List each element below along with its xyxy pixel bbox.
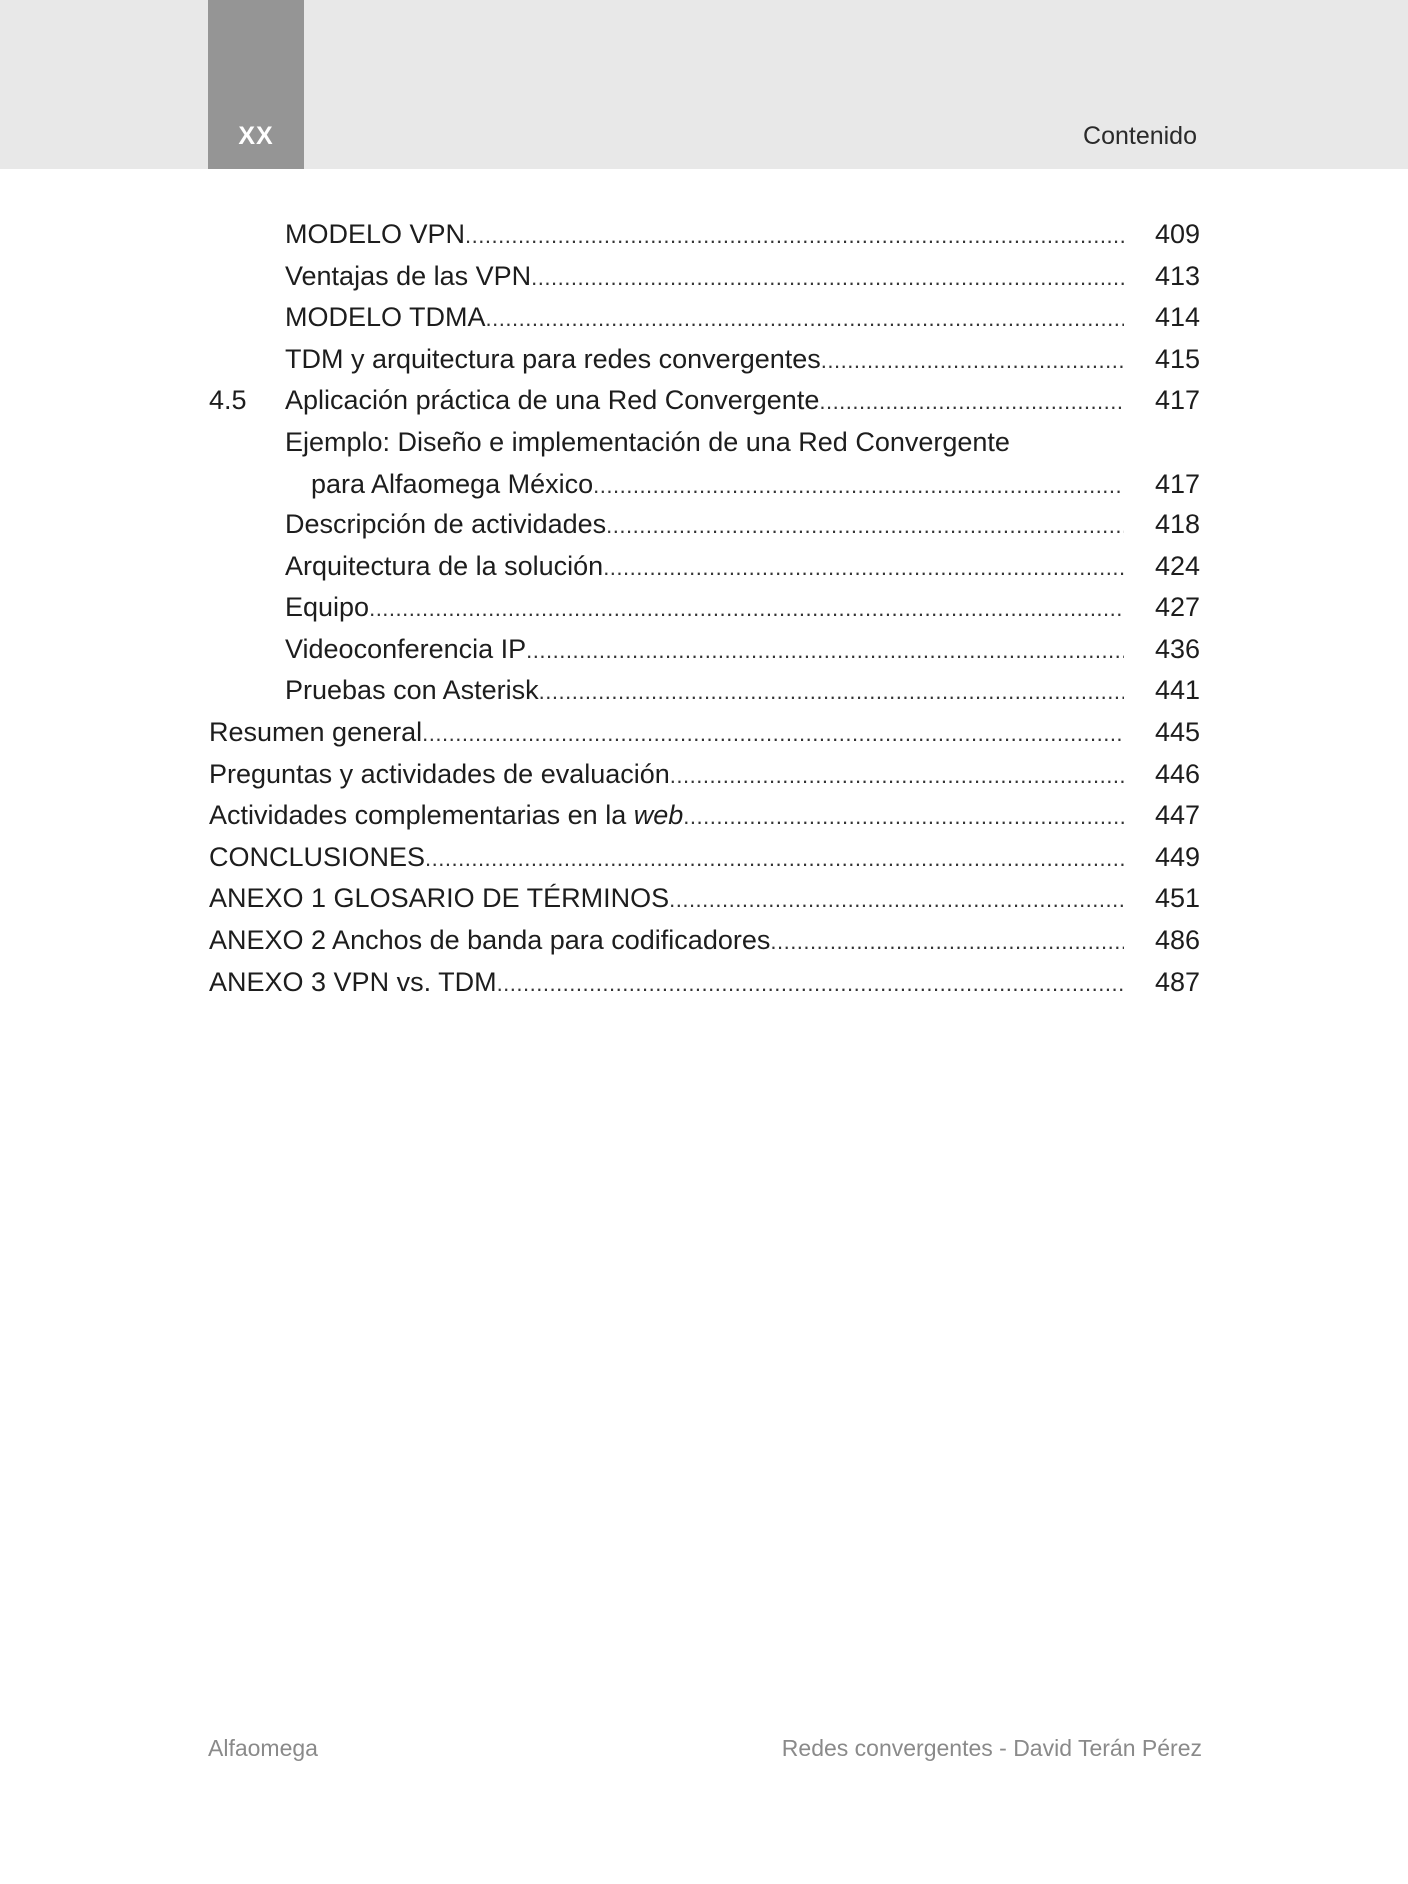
toc-entry-title: Ventajas de las VPN: [285, 260, 532, 291]
running-title: Contenido: [1083, 122, 1197, 150]
dot-leader: [770, 921, 1124, 963]
toc-entry-page: 445: [1154, 716, 1200, 747]
toc-entry-title: ANEXO 2 Anchos de banda para codificadores: [209, 924, 771, 955]
toc-entry-title: MODELO VPN: [285, 219, 466, 249]
table-of-contents: [209, 214, 1200, 1003]
toc-entry-title: para Alfaomega México: [311, 468, 594, 499]
toc-entry: [209, 297, 1200, 339]
toc-entry-page: 417: [1154, 385, 1200, 416]
toc-entry: [209, 837, 1200, 879]
toc-entry: [209, 920, 1200, 962]
toc-entry: [209, 339, 1200, 381]
dot-leader: [539, 671, 1124, 713]
toc-entry-title: ANEXO 1 GLOSARIO DE TÉRMINOS: [209, 883, 670, 914]
page-number: XX: [238, 122, 274, 150]
toc-entry: [209, 380, 1200, 422]
toc-entry-page: 446: [1154, 758, 1200, 789]
toc-entry: [209, 878, 1200, 920]
toc-entry: [209, 629, 1200, 671]
section-number: 4.5: [209, 385, 247, 416]
toc-entry: [209, 754, 1200, 796]
toc-entry-title: Pruebas con Asterisk: [285, 675, 539, 706]
toc-entry-page: 486: [1154, 924, 1200, 955]
toc-entry-page: 436: [1154, 633, 1200, 664]
toc-entry-page: 427: [1154, 592, 1200, 623]
toc-entry-page: 409: [1154, 219, 1200, 249]
dot-leader: [531, 257, 1124, 299]
dot-leader: [465, 215, 1124, 257]
dot-leader: [422, 713, 1124, 755]
toc-entry-title: ANEXO 3 VPN vs. TDM: [209, 966, 497, 997]
toc-entry-title: Arquitectura de la solución: [285, 550, 604, 581]
footer-publisher: Alfaomega: [208, 1735, 318, 1761]
toc-entry-page: 413: [1154, 260, 1200, 291]
toc-entry-page: 414: [1154, 302, 1200, 333]
toc-entry-title: Resumen general: [209, 716, 423, 747]
toc-entry: [209, 795, 1200, 837]
toc-entry: [209, 712, 1200, 754]
toc-entry: [209, 587, 1200, 629]
toc-entry-page: 424: [1154, 550, 1200, 581]
toc-entry-title: MODELO TDMA: [285, 302, 486, 333]
toc-entry: [209, 422, 1200, 504]
toc-entry-title: Actividades complementarias en la: [209, 800, 627, 831]
dot-leader: [669, 879, 1124, 921]
toc-entry: [209, 962, 1200, 1004]
toc-entry-page: 415: [1154, 343, 1200, 374]
toc-entry-page: 418: [1154, 508, 1200, 539]
dot-leader: [497, 963, 1124, 1005]
toc-entry-title: Videoconferencia IP: [285, 633, 527, 664]
toc-entry-title-line1: Ejemplo: Diseño e implementación de una Red Convergente: [285, 426, 1010, 457]
dot-leader: [603, 547, 1124, 589]
footer-book-info: Redes convergentes - David Terán Pérez: [781, 1735, 1202, 1761]
toc-entry-title: TDM y arquitectura para redes convergentes: [285, 343, 821, 374]
toc-entry-title: Descripción de actividades: [285, 508, 607, 539]
dot-leader: [670, 755, 1124, 797]
toc-entry-page: 417: [1154, 468, 1200, 499]
dot-leader: [369, 588, 1124, 630]
toc-entry-title: Aplicación práctica de una Red Convergente: [285, 385, 820, 416]
toc-entry: [209, 546, 1200, 588]
toc-entry-page: 447: [1154, 800, 1200, 831]
dot-leader: [593, 465, 1124, 507]
toc-entry-title-emphasis: web: [633, 800, 684, 831]
toc-entry-title: Preguntas y actividades de evaluación: [209, 758, 670, 789]
toc-entry: [209, 504, 1200, 546]
toc-entry-page: 487: [1154, 966, 1200, 997]
dot-leader: [821, 340, 1124, 382]
dot-leader: [606, 505, 1124, 547]
toc-entry-page: 451: [1154, 883, 1200, 914]
dot-leader: [425, 838, 1124, 880]
toc-entry-title: Equipo: [285, 592, 370, 623]
page-number-tab: [208, 0, 304, 169]
toc-entry-page: 449: [1154, 841, 1200, 872]
dot-leader: [486, 298, 1124, 340]
toc-entry: [209, 256, 1200, 298]
toc-entry: [209, 670, 1200, 712]
toc-entry-title: CONCLUSIONES: [209, 841, 426, 872]
toc-entry: [209, 214, 1200, 256]
dot-leader: [526, 630, 1124, 672]
dot-leader: [683, 796, 1124, 838]
toc-entry-page: 441: [1154, 675, 1200, 706]
dot-leader: [819, 381, 1124, 423]
toc-entry-title-wrap: [209, 795, 683, 837]
